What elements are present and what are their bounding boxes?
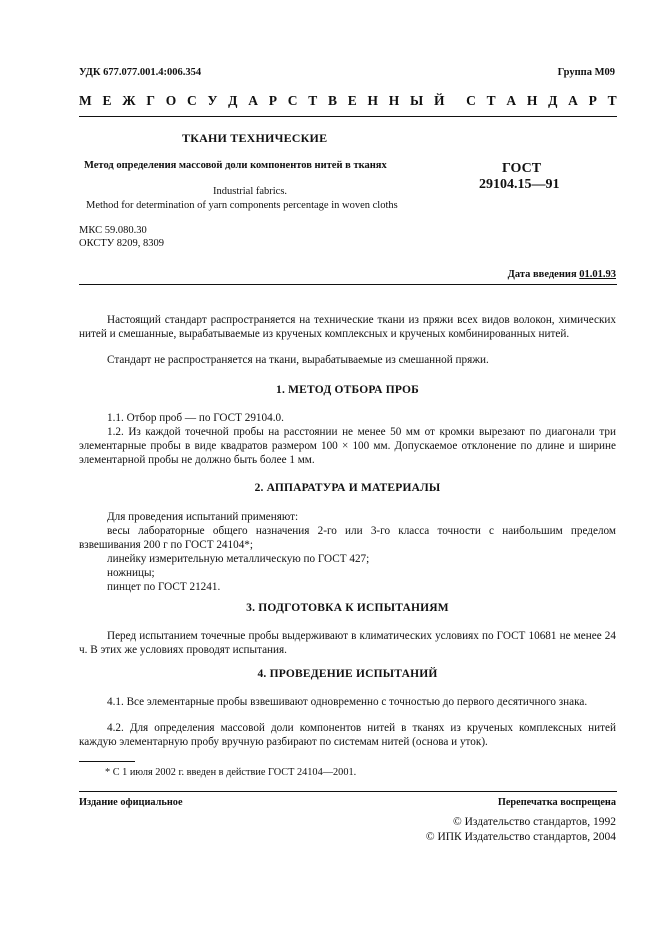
footnote: * С 1 июля 2002 г. введен в действие ГОСТ 24104—2001. [105, 767, 357, 778]
banner-letter: А [248, 93, 258, 108]
banner-letter: Ж [122, 93, 136, 108]
section-4-para-2: 4.2. Для определения массовой доли компонентов нитей в тканях из крученых комплексных нитей каждую элементарную пробу вручную разбирают по системам нитей (основа и уток). [79, 722, 616, 748]
banner-letter: Т [308, 93, 318, 108]
introduction-date [508, 268, 616, 282]
introduction-date-label: Дата введения [507, 269, 577, 280]
banner-letter: А [568, 93, 578, 108]
interstate-standard-banner [79, 94, 617, 108]
copyright-2004: © ИПК Издательство стандартов, 2004 [425, 831, 616, 843]
english-title-line1: Industrial fabrics. [213, 186, 288, 197]
section-2-para-1: Для проведения испытаний применяют: [107, 511, 299, 523]
section-2-para-2: весы лабораторные общего назначения 2-го или 3-го класса точности с наибольшим пределом взвешивания 200 г по ГОСТ 24104*; [79, 525, 616, 551]
section-4-heading: 4. ПРОВЕДЕНИЕ ИСПЫТАНИЙ [257, 668, 438, 680]
banner-letter: Н [367, 93, 379, 108]
group-code: Группа М09 [557, 67, 615, 78]
banner-letter: О [165, 93, 177, 108]
intro-paragraph: Настоящий стандарт распространяется на технические ткани из пряжи всех видов волокон, химических нитей и смешанные, вырабатываемые из крученых комплексных и крученых комбинированных нитей. [79, 314, 616, 340]
section-4-para-1: 4.1. Все элементарные пробы взвешивают одновременно с точностью до первого десятичного знака. [107, 696, 588, 708]
banner-letter: Т [486, 93, 496, 108]
okstu-code: ОКСТУ 8209, 8309 [79, 238, 165, 249]
section-1-heading: 1. МЕТОД ОТБОРА ПРОБ [276, 384, 419, 396]
section-1-para-1: 1.1. Отбор проб — по ГОСТ 29104.0. [107, 412, 284, 424]
section-2-para-5: пинцет по ГОСТ 21241. [107, 581, 221, 593]
gost-number: 29104.15—91 [479, 177, 560, 192]
banner-letter: С [466, 93, 476, 108]
section-2-heading: 2. АППАРАТУРА И МАТЕРИАЛЫ [254, 482, 441, 494]
banner-letter: В [327, 93, 337, 108]
english-title-line2: Method for determination of yarn components percentage in woven cloths [86, 200, 398, 211]
banner-letter: Р [268, 93, 277, 108]
copyright-1992: © Издательство стандартов, 1992 [452, 816, 616, 828]
banner-letter: Й [434, 93, 445, 108]
section-2-para-4: ножницы; [107, 567, 155, 579]
document-title: ТКАНИ ТЕХНИЧЕСКИЕ [182, 131, 328, 145]
banner-letter: Е [102, 93, 112, 108]
mks-code: МКС 59.080.30 [79, 225, 147, 236]
reprint-prohibited-label: Перепечатка воспрещена [497, 797, 616, 808]
section-3-para-1: Перед испытанием точечные пробы выдерживают в климатических условиях по ГОСТ 10681 не менее 24 ч. В этих же условиях проводят испытания. [79, 630, 616, 656]
introduction-date-value: 01.01.93 [579, 269, 616, 280]
official-edition-label: Издание официальное [79, 797, 183, 808]
banner-letter: У [207, 93, 218, 108]
udk-code: УДК 677.077.001.4:006.354 [79, 67, 202, 78]
banner-letter: Г [146, 93, 155, 108]
banner-letter: Т [607, 93, 617, 108]
header-divider [79, 116, 617, 117]
section-3-heading: 3. ПОДГОТОВКА К ИСПЫТАНИЯМ [246, 602, 449, 614]
date-divider [79, 284, 617, 285]
banner-letter: Р [588, 93, 597, 108]
gost-label: ГОСТ [502, 161, 542, 176]
document-subtitle: Метод определения массовой доли компонентов нитей в тканях [84, 160, 387, 171]
banner-letter: Е [347, 93, 357, 108]
banner-letter: С [287, 93, 298, 108]
banner-letter: А [506, 93, 517, 108]
banner-letter: Н [526, 93, 538, 108]
banner-letter: Д [228, 93, 238, 108]
banner-letter: Д [548, 93, 558, 108]
banner-letter: Н [388, 93, 400, 108]
banner-letter: М [79, 93, 92, 108]
intro-paragraph-2: Стандарт не распространяется на ткани, вырабатываемые из смешанной пряжи. [107, 354, 489, 366]
section-1-para-2: 1.2. Из каждой точечной пробы на расстоянии не менее 50 мм от кромки вырезают по диагонали три элементарные пробы в виде квадратов размером 100 × 100 мм. Допускаемое отклонение по длине и ширине элементарной пробы не должно быть более 1 мм. [79, 426, 616, 466]
banner-letter: С [186, 93, 197, 108]
footnote-divider [79, 761, 135, 762]
banner-letter: Ы [410, 93, 424, 108]
footer-divider [79, 791, 617, 792]
section-2-para-3: линейку измерительную металлическую по ГОСТ 427; [107, 553, 370, 565]
